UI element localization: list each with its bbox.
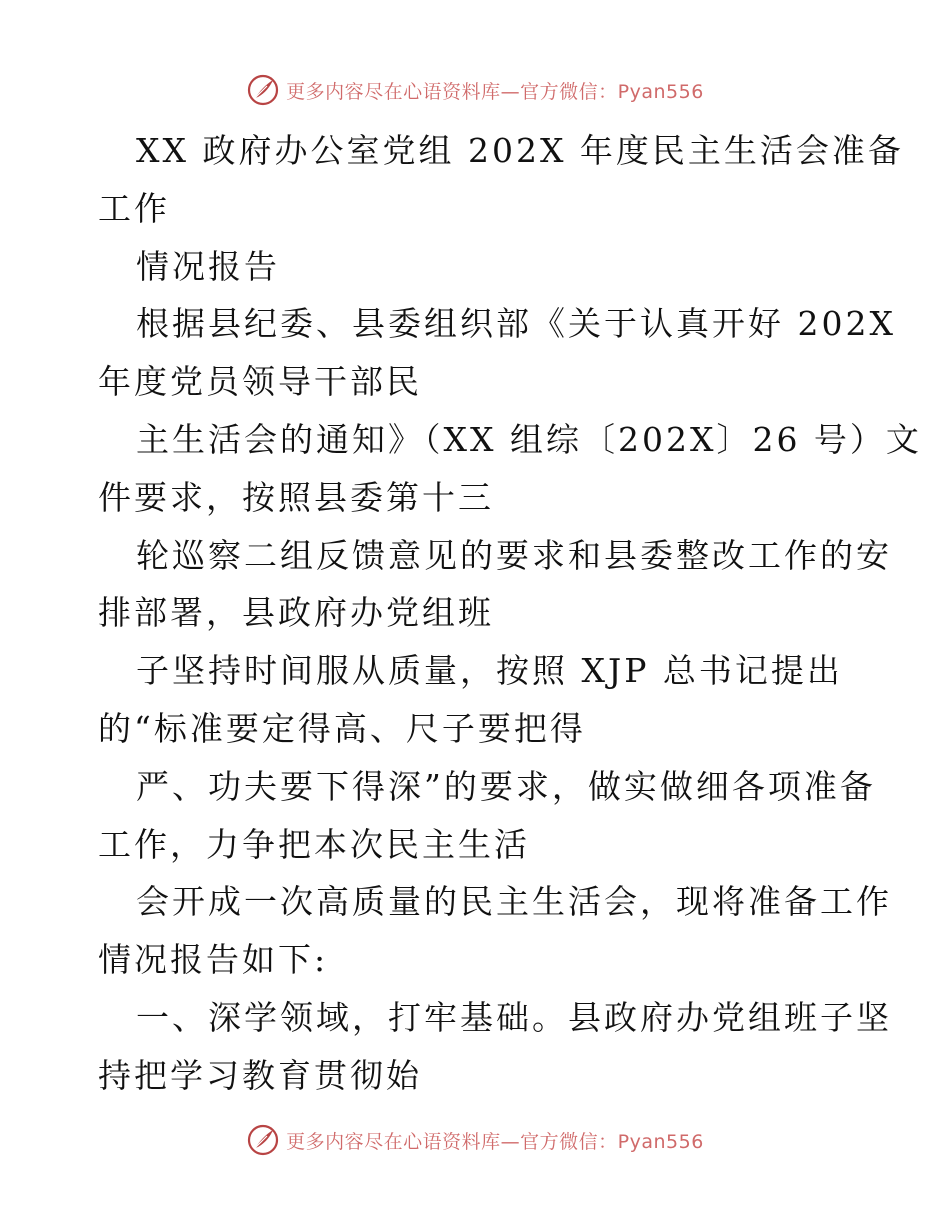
- document-body: [98, 122, 922, 1105]
- text-line: 的“标准要定得高、尺子要把得: [98, 708, 586, 748]
- feather-logo-icon: [246, 73, 280, 107]
- text-line: 情况报告如下:: [98, 940, 329, 980]
- text-line: 主生活会的通知》（XX 组综〔202X〕26 号）文: [136, 419, 922, 459]
- text-line: 情况报告: [136, 246, 280, 286]
- watermark-text: 更多内容尽在心语资料库—官方微信：Pyan556: [286, 1130, 704, 1153]
- footer-watermark: [0, 1120, 950, 1160]
- text-line: 轮巡察二组反馈意见的要求和县委整改工作的安: [136, 535, 892, 575]
- feather-logo-icon: [246, 1123, 280, 1157]
- text-line: 持把学习教育贯彻始: [98, 1055, 422, 1095]
- text-line: 一、深学领域，打牢基础。县政府办党组班子坚: [136, 997, 892, 1037]
- text-line: 年度党员领导干部民: [98, 362, 422, 402]
- text-line: 子坚持时间服从质量，按照 XJP 总书记提出: [136, 651, 843, 691]
- text-line: 严、功夫要下得深”的要求，做实做细各项准备: [136, 766, 876, 806]
- text-line: 工作: [98, 188, 170, 228]
- text-line: 工作，力争把本次民主生活: [98, 824, 530, 864]
- text-line: 排部署，县政府办党组班: [98, 593, 494, 633]
- text-line: 件要求，按照县委第十三: [98, 477, 494, 517]
- watermark-text: 更多内容尽在心语资料库—官方微信：Pyan556: [286, 80, 704, 103]
- header-watermark: [0, 70, 950, 110]
- text-line: 会开成一次高质量的民主生活会，现将准备工作: [136, 882, 892, 922]
- text-line: XX 政府办公室党组 202X 年度民主生活会准备: [136, 131, 904, 170]
- text-line: 根据县纪委、县委组织部《关于认真开好 202X: [136, 304, 896, 344]
